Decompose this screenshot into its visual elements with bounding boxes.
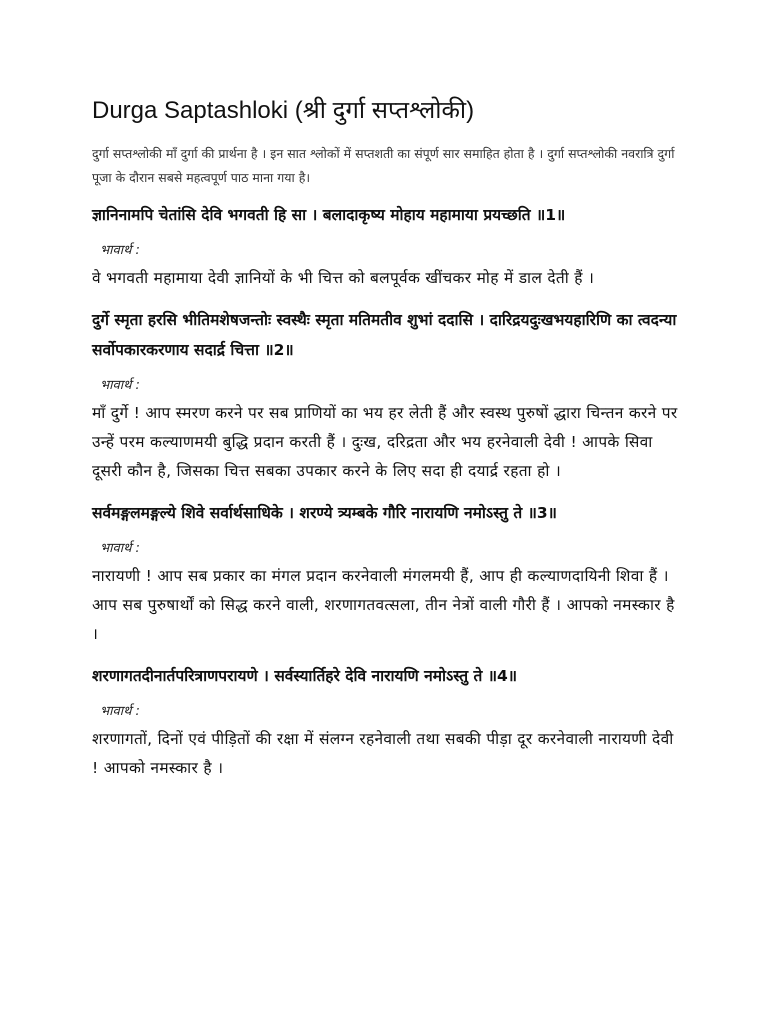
meaning-text: नारायणी ! आप सब प्रकार का मंगल प्रदान करनेवाली मंगलमयी हैं, आप ही कल्याणदायिनी शिवा हैं । आप सब पुरुषार्थों को सिद्ध करने वाली, शरणागतवत्सला, तीन नेत्रों वाली गौरी हैं । आपको नमस्कार है । (92, 567, 675, 643)
verse-text: ज्ञानिनामपि चेतांसि देवि भगवती हि सा । बलादाकृष्य मोहाय महामाया प्रयच्छति ॥1॥ (92, 206, 566, 224)
shloka-4 (92, 661, 682, 783)
meaning-text: वे भगवती महामाया देवी ज्ञानियों के भी चित्त को बलपूर्वक खींचकर मोह में डाल देती हैं । (92, 269, 595, 287)
verse-text: शरणागतदीनार्तपरित्राणपरायणे । सर्वस्यार्तिहरे देवि नारायणि नमोऽस्तु ते ॥4॥ (92, 667, 518, 685)
meaning-text: शरणागतों, दिनों एवं पीड़ितों की रक्षा में संलग्न रहनेवाली तथा सबकी पीड़ा दूर करनेवाली नारायणी देवी ! आपको नमस्कार है । (92, 730, 674, 777)
shloka-2 (92, 305, 682, 486)
meaning-text: माँ दुर्गे ! आप स्मरण करने पर सब प्राणियों का भय हर लेती हैं और स्वस्थ पुरुषों द्धारा चिन्तन करने पर उन्हें परम कल्याणमयी बुद्धि प्रदान करती हैं । दुःख, दरिद्रता और भय हरनेवाली देवी ! आपके सिवा दूसरी कौन है, जिसका चित्त सबका उपकार करने के लिए सदा ही दयार्द्र रहता हो । (92, 404, 678, 480)
shloka-1 (92, 200, 682, 293)
meaning-label: भावार्थ : (100, 243, 140, 258)
document-page (92, 96, 682, 795)
page-title: Durga Saptashloki (श्री दुर्गा सप्तश्लोकी) (92, 97, 475, 124)
meaning-label: भावार्थ : (100, 704, 140, 719)
verse-text: दुर्गे स्मृता हरसि भीतिमशेषजन्तोः स्वस्थैः स्मृता मतिमतीव शुभां ददासि । दारिद्रयदुःखभयहारिणि का त्वदन्या सर्वोपकारकरणाय सदार्द्र चित्ता ॥2॥ (92, 311, 677, 359)
meaning-label: भावार्थ : (100, 541, 140, 556)
intro-paragraph: दुर्गा सप्तश्लोकी माँ दुर्गा की प्रार्थना है । इन सात श्लोकों में सप्तशती का संपूर्ण सार समाहित होता है । दुर्गा सप्तश्लोकी नवरात्रि दुर्गा पूजा के दौरान सबसे महत्वपूर्ण पाठ माना गया है। (92, 146, 675, 185)
meaning-label: भावार्थ : (100, 378, 140, 393)
verse-text: सर्वमङ्गलमङ्गल्ये शिवे सर्वार्थसाधिके । शरण्ये त्र्यम्बके गौरि नारायणि नमोऽस्तु ते ॥3॥ (92, 504, 557, 522)
shloka-3 (92, 498, 682, 649)
